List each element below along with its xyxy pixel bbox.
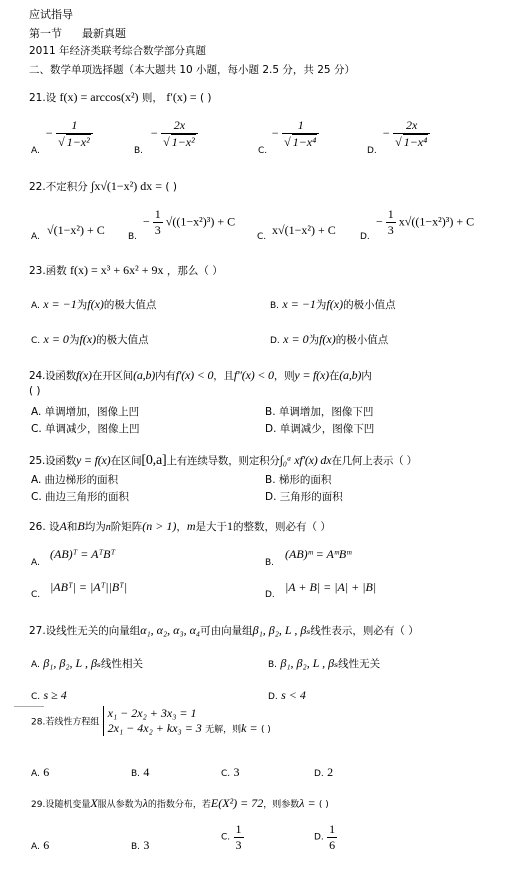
q22-integral: ∫x√(1−x²) dx = [91,179,163,193]
q22-option-b-label: B. [128,232,138,242]
q29-c-den: 3 [235,838,242,852]
q27-alpha: α₁, α₂, α₃, α₄ [140,623,201,637]
q28-d-value: 2 [327,765,334,779]
q29-lambda-eq: λ = [299,796,316,810]
q22-d-sign: − [376,214,383,229]
q29-c-fraction [234,822,244,853]
q27-stem [29,623,419,638]
q23-b-wei: 为 [315,299,327,311]
q26-option-b: (AB)ᵐ = AᵐBᵐ [285,547,352,561]
q23-c-wei: 为 [68,334,80,346]
q24-number: 24.设函数 [29,370,76,382]
q24-t4: ，则 [273,370,295,382]
q23-d-label: D. [270,336,280,346]
q26-t2: 均为 [84,521,106,533]
q24-option-d: D. 单调减少，图像下凹 [265,423,375,435]
q29-d-fraction [327,822,337,853]
q29-option-c [221,822,244,853]
q21-option-c [271,118,319,150]
q24-interval: (a,b) [133,368,156,382]
q21-d-den: 1−x⁴ [403,135,428,149]
q29-stem [31,796,329,811]
q23-c-f: f(x) [79,332,97,346]
q26-option-d-label: D. [265,590,275,600]
q23-d-wei: 为 [308,334,320,346]
q22-option-a: √(1−x²) + C [47,223,105,237]
q26-t3: 阶矩阵 [110,521,143,533]
q24-cond1: f′(x) < 0 [175,368,214,382]
q22-option-b [143,207,235,238]
q25-t1: 在区间 [110,455,142,467]
q24-cond2: f″(x) < 0 [233,368,274,382]
q28-eq2: 2x₁ − 4x₂ + kx₃ = 3 [107,721,202,735]
q26-t5: 是大于 [195,521,227,533]
q22-b-den: 3 [154,223,161,237]
q23-c-label: C. [31,336,41,346]
q23-stem [29,263,223,278]
q27-option-a [31,656,143,671]
q23-c-text: 的极大值点 [96,334,149,346]
q28-eq1: x₁ − 2x₂ + 3x₃ = 1 [107,706,197,720]
q25-option-c: C. 曲边三角形的面积 [31,491,130,503]
q26-cond: (n > 1) [142,519,177,533]
q21-d-num: 2x [393,118,430,134]
q24-blank: ( ) [29,385,41,397]
q21-function: f(x) = arccos(x²) [59,90,139,104]
q27-beta: β₁, β₂, L , βₛ [252,623,311,637]
q21-a-den: 1−x² [66,135,90,149]
q21-b-den: 1−x² [171,135,195,149]
q28-option-c [221,765,240,780]
q27-c-text: s ≥ 4 [43,688,67,702]
q23-function: f(x) = x³ + 6x² + 9x [70,263,164,277]
q23-d-f: f(x) [319,332,336,346]
q29-d-label: D. [314,832,324,843]
q29-a-value: 6 [43,838,50,852]
q29-blank: ( ) [318,800,329,810]
exam-title: 2011 年经济类联考综合数学部分真题 [29,45,207,57]
q29-X: X [90,796,98,810]
q25-option-a: A. 曲边梯形的面积 [31,474,119,486]
q21-option-b-label: B. [134,146,144,156]
q26-option-a: (AB)ᵀ = AᵀBᵀ [50,547,116,561]
q23-tail: ，那么（ ） [166,265,223,277]
q23-d-text: 的极小值点 [335,334,389,346]
q26-B: B [77,519,85,533]
q29-option-a [31,838,49,853]
q23-b-label: B. [270,301,280,311]
q29-t3: ，则参数 [263,800,300,810]
q23-a-point: x = −1 [43,297,77,311]
q29-t2: 的指数分布，若 [147,800,211,810]
q21-c-num: 1 [282,118,319,134]
q27-b-beta: β₁, β₂, L , βₛ [280,656,339,670]
q28-a-label: A. [31,769,40,779]
q21-option-b [150,118,198,150]
q29-d-num: 1 [329,822,336,836]
q28-blank: ( ) [260,725,271,735]
q24-option-c: C. 单调减少，图像上凹 [31,423,140,435]
q23-b-point: x = −1 [282,297,316,311]
q27-b-label: B. [268,660,278,670]
q28-b-label: B. [131,769,141,779]
q28-option-a [31,765,49,780]
q26-t1: 和 [66,521,78,533]
q21-a-num: 1 [56,118,93,134]
q21-option-d-label: D. [367,146,377,156]
section-number: 第一节 [29,27,62,40]
q29-b-value: 3 [143,838,150,852]
q29-option-b [131,838,149,853]
q23-c-point: x = 0 [43,332,69,346]
q21-b-sign: − [150,125,159,140]
q23-option-d [270,332,388,347]
q29-b-label: B. [131,842,141,852]
q26-one: 1 [227,519,233,533]
q26-stem [29,519,331,534]
q26-option-b-label: B. [265,558,275,568]
q22-d-den: 3 [387,223,394,237]
q27-b-text: 线性无关 [338,658,381,670]
q24-t6: 内 [361,370,372,382]
q23-d-point: x = 0 [283,332,309,346]
q21-number: 21.设 [29,92,57,104]
q23-number: 23.函数 [29,265,67,277]
q24-t2: 内有 [155,370,176,382]
q26-option-c: |ABᵀ| = |Aᵀ||Bᵀ| [50,580,128,594]
q24-interval2: (a,b) [339,368,362,382]
q23-option-c [31,332,149,347]
q22-d-rest: x√((1−x²)³) + C [398,214,475,229]
q27-d-text: s < 4 [281,688,306,702]
q24-t1: 在开区间 [91,370,134,382]
q25-option-b: B. 梯形的面积 [265,474,332,486]
q25-stem [29,453,417,469]
q21-b-num: 2x [161,118,198,134]
q28-c-value: 3 [233,765,240,779]
q28-option-d [314,765,333,780]
q27-a-beta: β₁, β₂, L , βₛ [43,656,101,670]
q21-derivative: f′(x) = [166,90,197,104]
q23-option-a [31,297,156,312]
q23-a-wei: 为 [76,299,88,311]
q25-y: y = f(x) [76,453,111,467]
q27-d-label: D. [268,692,278,702]
q26-number: 26. 设 [29,521,60,533]
q21-option-a-label: A. [31,146,40,156]
q24-y: y = f(x) [294,368,329,382]
q26-option-a-label: A. [31,558,40,568]
q28-number: 28.若线性方程组 [31,717,100,728]
q25-interval: [0,a] [141,453,167,468]
q22-option-c-label: C. [257,232,267,242]
q22-option-c: x√(1−x²) + C [272,223,336,237]
q29-lambda: λ [142,796,148,810]
q24-f: f(x) [76,368,92,382]
q27-option-c [31,688,67,703]
q29-c-num: 1 [235,822,242,836]
q22-b-num: 1 [154,207,161,221]
q22-d-fraction [386,207,396,238]
q29-c-label: C. [221,832,231,843]
q22-b-rest: √((1−x²)³) + C [165,214,236,229]
q21-a-sign: − [45,125,54,140]
q25-integral: ∫₀ᵃ xf′(x) dx [279,453,332,467]
q24-t5: 在 [328,370,340,382]
q22-option-d [376,207,474,238]
q24-option-a: A. 单调增加，图像上凹 [31,406,140,418]
q27-c-label: C. [31,692,41,702]
q26-A: A [59,519,67,533]
q21-then: 则， [141,92,163,104]
q28-c-label: C. [221,769,231,779]
q25-number: 25.设函数 [29,455,76,467]
q25-option-d: D. 三角形的面积 [265,491,343,503]
q25-t3: 在几何上表示（ ） [331,455,417,467]
q29-number: 29.设随机变量 [31,800,91,810]
q28-k: k = [241,721,258,735]
q27-number: 27.设线性无关的向量组 [29,625,141,637]
q23-a-f: f(x) [87,297,104,311]
q21-option-d [382,118,430,150]
q23-option-b [270,297,396,312]
q27-option-d [268,688,306,703]
q28-stem [31,706,271,736]
q24-option-b: B. 单调增加，图像下凹 [265,406,374,418]
q21-c-den: 1−x⁴ [292,135,317,149]
q27-a-label: A. [31,660,40,670]
q22-stem [29,179,177,194]
q22-option-a-label: A. [31,232,40,242]
q22-b-fraction [153,207,163,238]
q23-a-label: A. [31,301,40,311]
q29-condition: E(X²) = 72 [210,796,264,810]
q24-t3: ，且 [213,370,234,382]
q21-d-sign: − [382,125,391,140]
q25-t2: 上有连续导数，则定积分 [166,455,280,467]
q28-d-label: D. [314,769,324,779]
q23-b-text: 的极小值点 [343,299,396,311]
q22-option-d-label: D. [360,232,370,242]
q29-a-label: A. [31,842,40,852]
q28-a-value: 6 [43,765,50,779]
q21-blank: ( ) [199,92,212,104]
q26-m: m [186,519,196,533]
q23-b-f: f(x) [326,297,344,311]
q21-option-a [45,118,93,150]
q26-t6: 的整数，则必有（ ） [233,521,331,533]
q27-t1: 可由向量组 [200,625,253,637]
q28-t1: 无解，则 [205,725,242,735]
q27-t2: 线性表示，则必有（ ） [310,625,419,637]
q22-blank: ( ) [165,181,177,193]
q28-option-b [131,765,149,780]
q22-b-sign: − [143,214,150,229]
section-title: 最新真题 [82,27,126,40]
guide-title: 应试指导 [29,8,73,21]
q29-d-den: 6 [329,838,336,852]
q21-b-fraction: $\frac{2x}{\text{√ 1−x²}}$ [161,118,198,150]
q26-option-c-label: C. [31,590,41,600]
q21-a-fraction: $\frac{1}{\text{√ 1−x²}}$ [56,118,93,150]
q28-b-value: 4 [143,765,150,779]
q29-option-d [314,822,337,853]
q27-option-b [268,656,380,671]
q29-t1: 服从参数为 [97,800,143,810]
q21-c-sign: − [271,125,280,140]
q22-number: 22.不定积分 [29,181,88,193]
q22-d-num: 1 [387,207,394,221]
q23-a-text: 的极大值点 [103,299,157,311]
q21-c-fraction: $\frac{1}{\text{√ 1−x⁴}}$ [282,118,319,150]
q21-option-c-label: C. [258,146,268,156]
part-heading: 二、数学单项选择题（本大题共 10 小题，每小题 2.5 分，共 25 分） [29,64,355,76]
q27-a-text: 线性相关 [100,658,143,670]
q21-d-fraction: $\frac{2x}{\text{√ 1−x⁴}}$ [393,118,430,150]
q26-t4: ， [176,521,187,533]
q26-n: n [105,522,111,533]
q24-stem [29,368,372,383]
q21-stem [29,90,212,105]
q26-option-d: |A + B| = |A| + |B| [285,580,377,594]
q28-system [103,706,202,736]
